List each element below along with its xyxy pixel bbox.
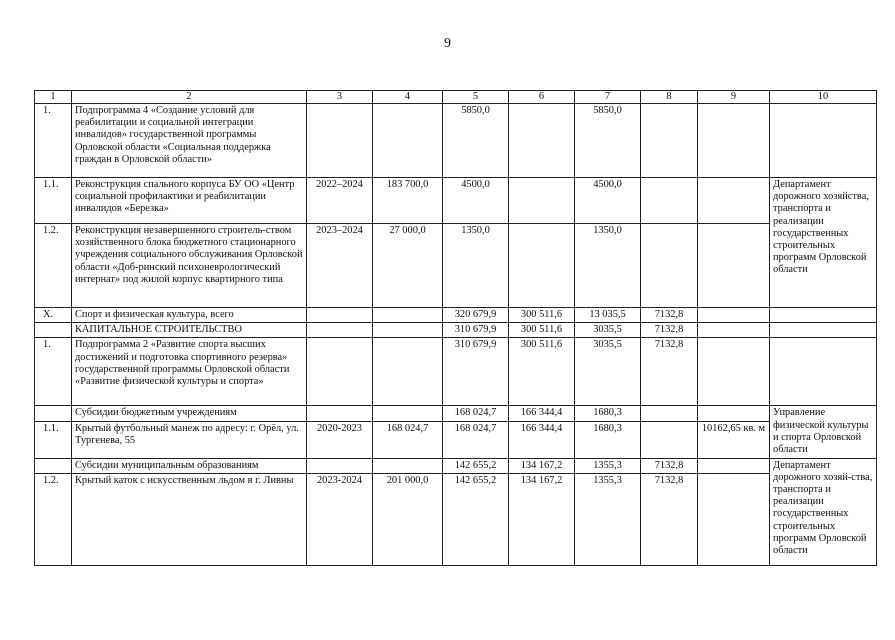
column-header: 6: [509, 91, 575, 104]
period-cell: 2023-2024: [307, 473, 373, 565]
total-cell: 5850,0: [443, 104, 509, 178]
row-number: [35, 458, 72, 473]
local-cell: 7132,8: [641, 458, 698, 473]
department-cell: Управление физической культуры и спорта Орловской области: [770, 406, 877, 458]
federal-cell: [509, 224, 575, 308]
federal-cell: 300 511,6: [509, 338, 575, 406]
column-header: 9: [698, 91, 770, 104]
column-header: 4: [373, 91, 443, 104]
department-cell: [770, 104, 877, 178]
local-cell: [641, 104, 698, 178]
capacity-cell: [698, 323, 770, 338]
department-cell: Департамент дорожного хозяйства, транспорта и реализации государственных строительных программ Орловской области: [770, 178, 877, 308]
department-cell: Департамент дорожного хозяй-ства, транспорта и реализации государственных строительных программ Орловской области: [770, 458, 877, 565]
regional-cell: 1680,3: [575, 406, 641, 421]
local-cell: [641, 406, 698, 421]
federal-cell: 134 167,2: [509, 458, 575, 473]
row-description: Субсидии бюджетным учреждениям: [72, 406, 307, 421]
table-row: [35, 458, 877, 473]
cost-cell: [373, 458, 443, 473]
capacity-cell: [698, 406, 770, 421]
row-number: 1.: [35, 104, 72, 178]
cost-cell: [373, 323, 443, 338]
period-cell: 2023–2024: [307, 224, 373, 308]
page-number: 9: [444, 36, 451, 51]
budget-table: [34, 90, 877, 566]
table-row: [35, 104, 877, 178]
total-cell: 142 655,2: [443, 473, 509, 565]
regional-cell: 3035,5: [575, 323, 641, 338]
column-header: 8: [641, 91, 698, 104]
row-description: КАПИТАЛЬНОЕ СТРОИТЕЛЬСТВО: [72, 323, 307, 338]
capacity-cell: [698, 178, 770, 224]
regional-cell: 1680,3: [575, 421, 641, 458]
capacity-cell: 10162,65 кв. м: [698, 421, 770, 458]
row-description: Подпрограмма 2 «Развитие спорта высших достижений и подготовка спортивного резерва» государственной программы Орловской области «Развитие физической культуры и спорта»: [72, 338, 307, 406]
row-description: Подпрограмма 4 «Создание условий для реабилитации и социальной интеграции инвалидов» государственной программы Орловской области «Социальная поддержка граждан в Орловской области»: [72, 104, 307, 178]
total-cell: 1350,0: [443, 224, 509, 308]
cost-cell: [373, 308, 443, 323]
table-row: [35, 308, 877, 323]
row-number: 1.: [35, 338, 72, 406]
capacity-cell: [698, 458, 770, 473]
local-cell: 7132,8: [641, 308, 698, 323]
table-row: [35, 224, 877, 308]
department-cell: [770, 338, 877, 406]
period-cell: [307, 323, 373, 338]
cost-cell: [373, 338, 443, 406]
column-header: 7: [575, 91, 641, 104]
column-header: 2: [72, 91, 307, 104]
local-cell: 7132,8: [641, 323, 698, 338]
table-header-row: [35, 91, 877, 104]
local-cell: 7132,8: [641, 338, 698, 406]
cost-cell: 27 000,0: [373, 224, 443, 308]
total-cell: 168 024,7: [443, 406, 509, 421]
capacity-cell: [698, 308, 770, 323]
cost-cell: 168 024,7: [373, 421, 443, 458]
period-cell: [307, 458, 373, 473]
table-row: [35, 323, 877, 338]
federal-cell: 166 344,4: [509, 406, 575, 421]
row-number: [35, 406, 72, 421]
federal-cell: [509, 104, 575, 178]
capacity-cell: [698, 104, 770, 178]
period-cell: [307, 406, 373, 421]
local-cell: [641, 224, 698, 308]
local-cell: [641, 421, 698, 458]
total-cell: 168 024,7: [443, 421, 509, 458]
federal-cell: 134 167,2: [509, 473, 575, 565]
table-row: [35, 406, 877, 421]
period-cell: 2022–2024: [307, 178, 373, 224]
local-cell: 7132,8: [641, 473, 698, 565]
period-cell: [307, 338, 373, 406]
table-row: [35, 338, 877, 406]
row-description: Крытый каток с искусственным льдом в г. Ливны: [72, 473, 307, 565]
cost-cell: [373, 406, 443, 421]
table-row: [35, 473, 877, 565]
row-description: Субсидии муниципальным образованиям: [72, 458, 307, 473]
row-number: 1.2.: [35, 473, 72, 565]
federal-cell: 166 344,4: [509, 421, 575, 458]
local-cell: [641, 178, 698, 224]
row-description: Реконструкция спального корпуса БУ ОО «Центр социальной профилактики и реабилитации инвалидов «Березка»: [72, 178, 307, 224]
column-header: 3: [307, 91, 373, 104]
total-cell: 4500,0: [443, 178, 509, 224]
row-number: [35, 323, 72, 338]
row-description: Крытый футбольный манеж по адресу: г. Орёл, ул. Тургенева, 55: [72, 421, 307, 458]
regional-cell: 3035,5: [575, 338, 641, 406]
total-cell: 320 679,9: [443, 308, 509, 323]
row-number: 1.1.: [35, 178, 72, 224]
column-header: 1: [35, 91, 72, 104]
row-description: Спорт и физическая культура, всего: [72, 308, 307, 323]
total-cell: 142 655,2: [443, 458, 509, 473]
federal-cell: 300 511,6: [509, 308, 575, 323]
row-number: X.: [35, 308, 72, 323]
regional-cell: 13 035,5: [575, 308, 641, 323]
table-row: [35, 178, 877, 224]
regional-cell: 1355,3: [575, 458, 641, 473]
regional-cell: 1350,0: [575, 224, 641, 308]
column-header: 10: [770, 91, 877, 104]
period-cell: [307, 308, 373, 323]
regional-cell: 1355,3: [575, 473, 641, 565]
row-number: 1.2.: [35, 224, 72, 308]
row-description: Реконструкция незавершенного строитель-ством хозяйственного блока бюджетного стационарного учреждения социального обслуживания Орловской области «Доб-ринский психоневрологический интернат» под жилой корпус квартирного типа: [72, 224, 307, 308]
department-cell: [770, 323, 877, 338]
capacity-cell: [698, 473, 770, 565]
period-cell: 2020-2023: [307, 421, 373, 458]
federal-cell: [509, 178, 575, 224]
column-header: 5: [443, 91, 509, 104]
cost-cell: [373, 104, 443, 178]
cost-cell: 201 000,0: [373, 473, 443, 565]
row-number: 1.1.: [35, 421, 72, 458]
table-row: [35, 421, 877, 458]
period-cell: [307, 104, 373, 178]
total-cell: 310 679,9: [443, 338, 509, 406]
capacity-cell: [698, 338, 770, 406]
federal-cell: 300 511,6: [509, 323, 575, 338]
cost-cell: 183 700,0: [373, 178, 443, 224]
regional-cell: 5850,0: [575, 104, 641, 178]
capacity-cell: [698, 224, 770, 308]
total-cell: 310 679,9: [443, 323, 509, 338]
regional-cell: 4500,0: [575, 178, 641, 224]
department-cell: [770, 308, 877, 323]
